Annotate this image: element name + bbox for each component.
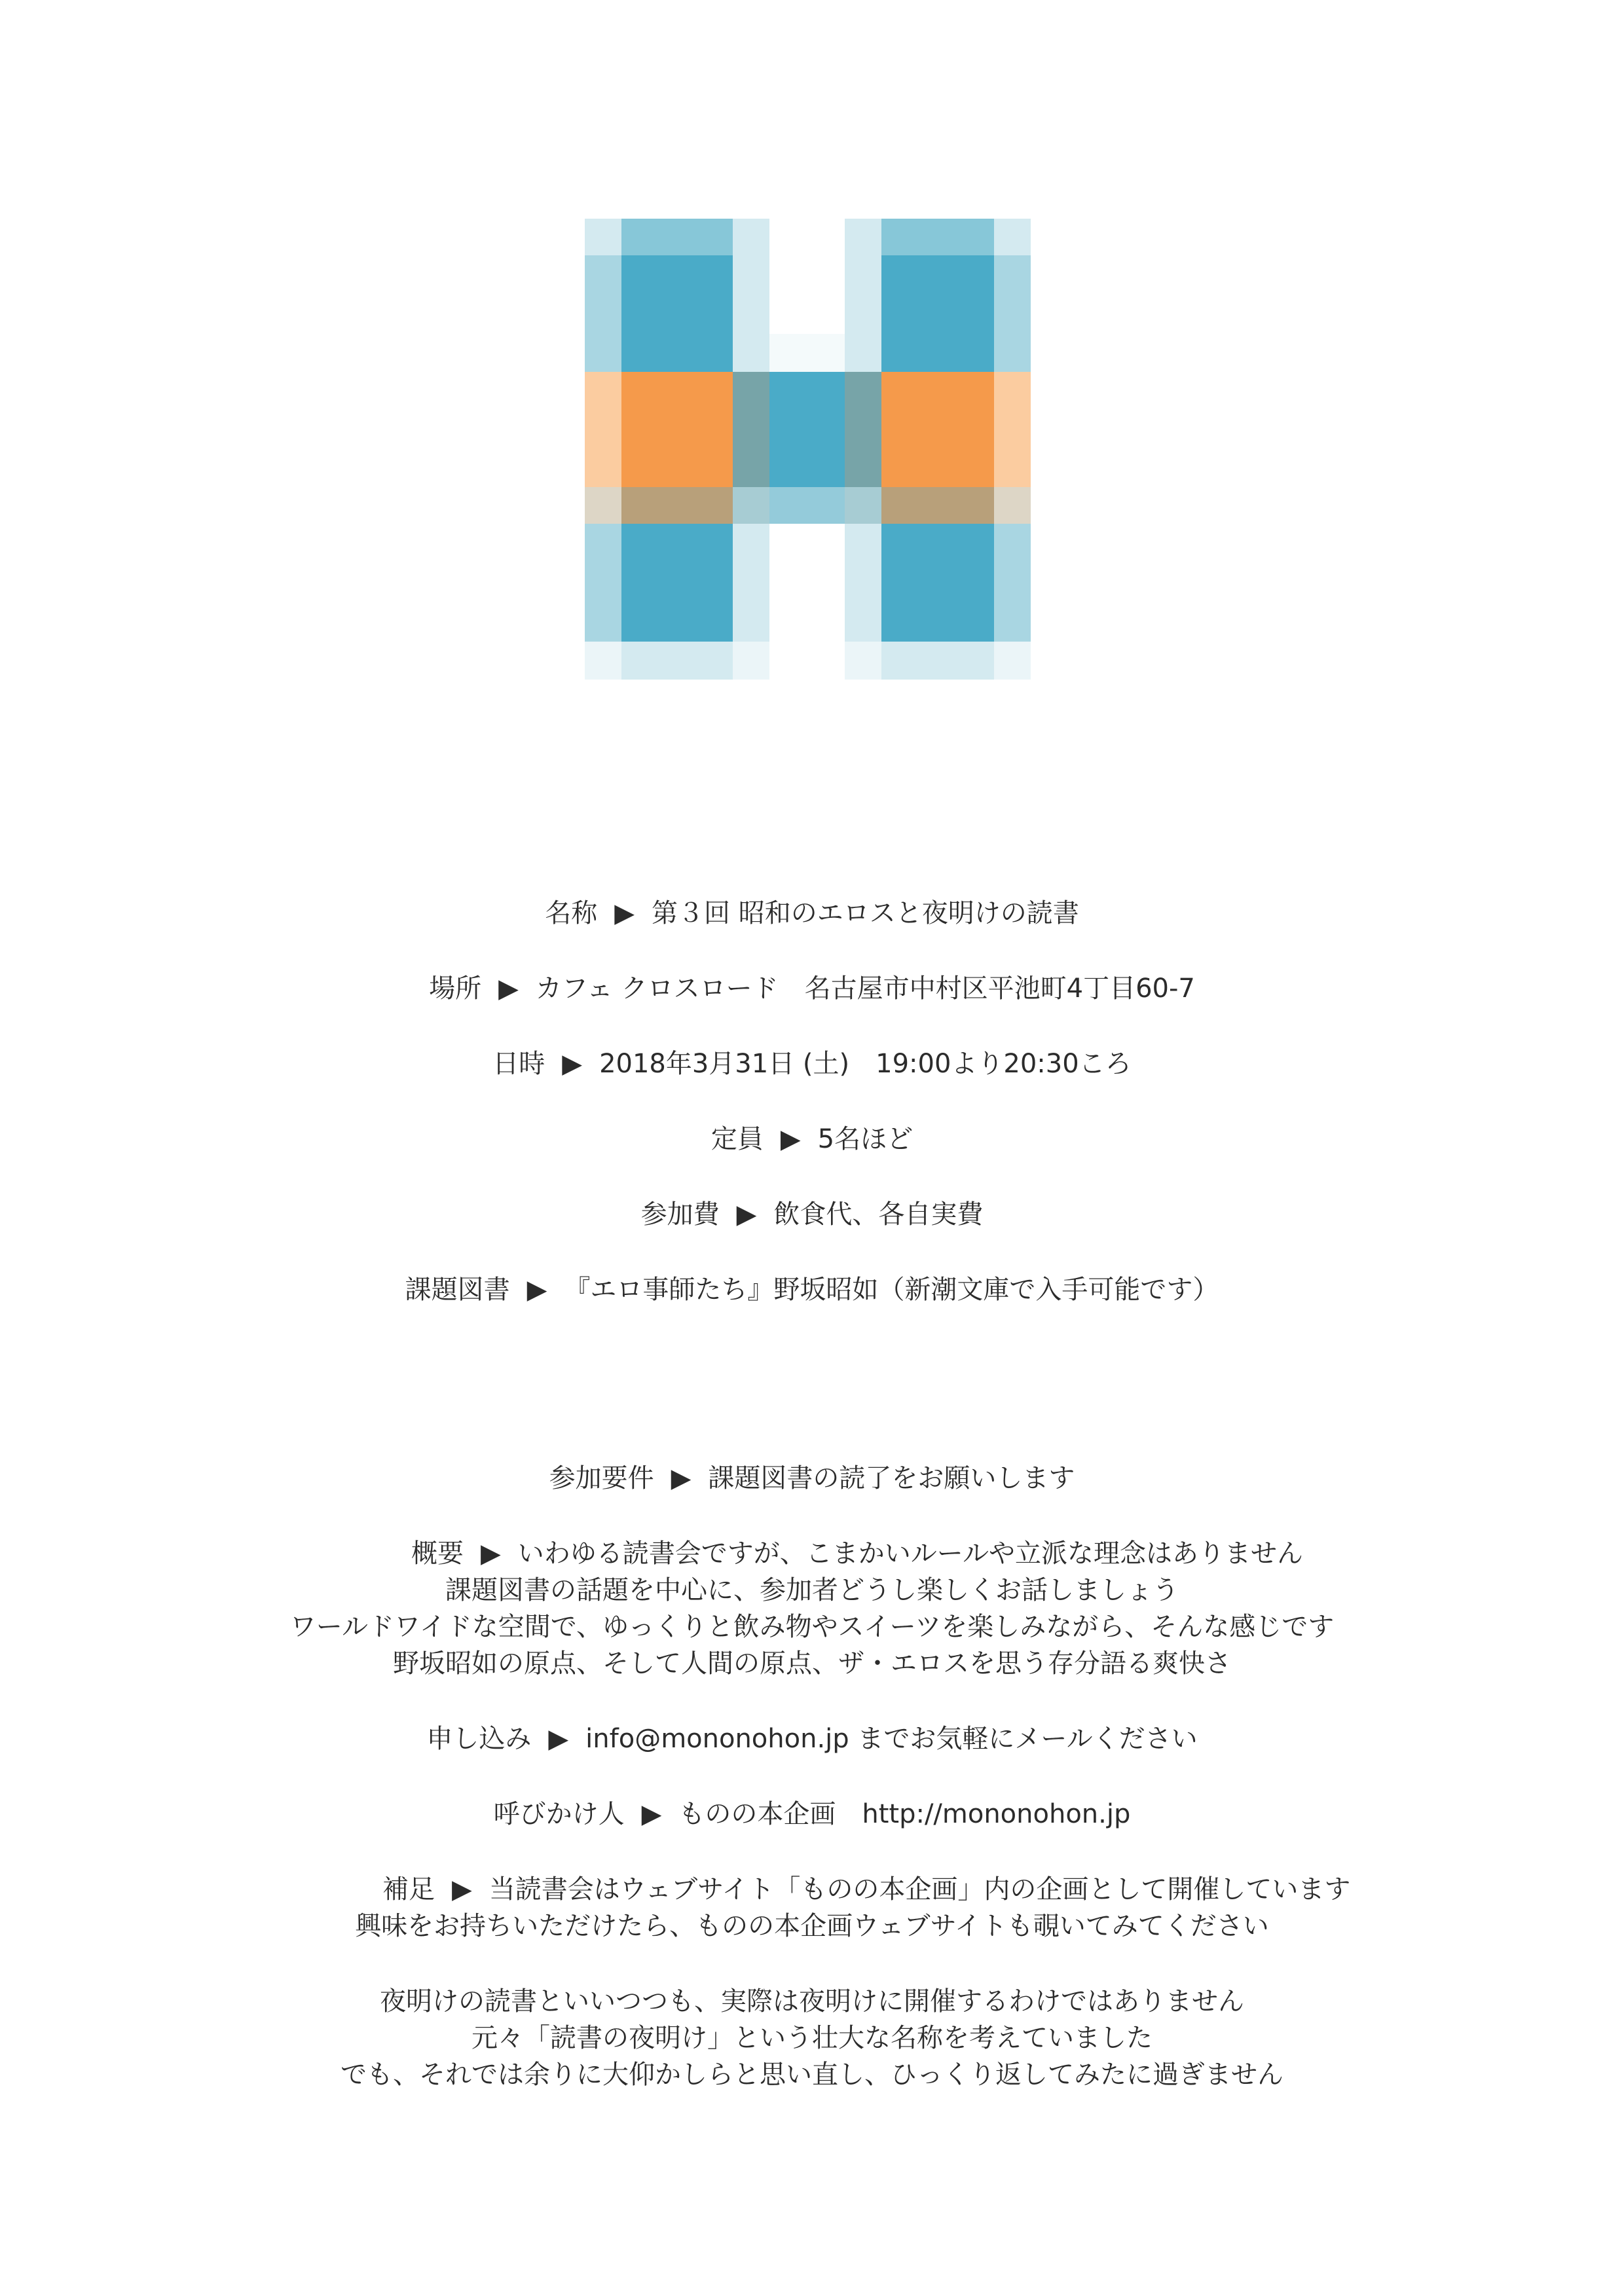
arrow-icon: ▶ xyxy=(481,1539,501,1569)
event-book-row xyxy=(0,1274,1624,1305)
event-place-row xyxy=(0,973,1624,1004)
event-name-value: 第３回 昭和のエロスと夜明けの読書 xyxy=(652,898,1079,928)
arrow-icon: ▶ xyxy=(641,1799,662,1829)
note2-line-2: 元々「読書の夜明け」という壮大な名称を考えていました xyxy=(471,2023,1153,2053)
requirement-label: 参加要件 xyxy=(549,1463,654,1493)
arrow-icon: ▶ xyxy=(736,1199,757,1230)
overview-row xyxy=(411,1538,1303,1569)
overview-line-4: 野坂昭如の原点、そして人間の原点、ザ・エロスを思う存分語る爽快さ xyxy=(393,1649,1231,1679)
event-book-label: 課題図書 xyxy=(405,1275,510,1305)
event-name-row xyxy=(0,898,1624,929)
organizer-row xyxy=(0,1798,1624,1830)
event-fee-label: 参加費 xyxy=(640,1199,720,1230)
arrow-icon: ▶ xyxy=(498,974,519,1004)
overview-line-2: 課題図書の話題を中心に、参加者どうし楽しくお話しましょう xyxy=(445,1575,1179,1605)
apply-value[interactable]: info@mononohon.jp までお気軽にメールください xyxy=(585,1724,1198,1754)
overview-label: 概要 xyxy=(411,1539,464,1569)
event-datetime-label: 日時 xyxy=(492,1049,545,1079)
event-capacity-value: 5名ほど xyxy=(817,1124,913,1154)
note-row xyxy=(382,1874,1350,1905)
event-datetime-value: 2018年3月31日 (土) 19:00より20:30ころ xyxy=(599,1049,1132,1079)
note2-line-3: でも、それでは余りに大仰かしらと思い直し、ひっくり返してみたに過ぎません xyxy=(341,2060,1283,2090)
note2-line-1: 夜明けの読書といいつつも、実際は夜明けに開催するわけではありません xyxy=(380,1986,1244,2016)
arrow-icon: ▶ xyxy=(452,1874,472,1904)
requirement-value: 課題図書の読了をお願いします xyxy=(708,1463,1075,1493)
event-book-value: 『エロ事師たち』野坂昭如（新潮文庫で入手可能です） xyxy=(564,1275,1219,1305)
arrow-icon: ▶ xyxy=(526,1275,547,1305)
apply-row xyxy=(0,1723,1624,1755)
h-logo xyxy=(0,0,1624,720)
overview-line-1: いわゆる読書会ですが、こまかいルールや立派な理念はありません xyxy=(517,1539,1303,1569)
requirement-row xyxy=(0,1463,1624,1494)
event-name-label: 名称 xyxy=(545,898,598,928)
organizer-label: 呼びかけ人 xyxy=(493,1799,625,1829)
event-fee-value: 飲食代、各自実費 xyxy=(773,1199,984,1230)
note-label: 補足 xyxy=(382,1874,435,1904)
arrow-icon: ▶ xyxy=(780,1124,801,1154)
arrow-icon: ▶ xyxy=(671,1463,692,1493)
organizer-value[interactable]: ものの本企画 http://mononohon.jp xyxy=(678,1799,1131,1829)
event-place-value: カフェ クロスロード 名古屋市中村区平池町4丁目60-7 xyxy=(535,974,1195,1004)
note-line-2: 興味をお持ちいただけたら、ものの本企画ウェブサイトも覗いてみてください xyxy=(355,1911,1269,1941)
event-capacity-label: 定員 xyxy=(710,1124,764,1154)
arrow-icon: ▶ xyxy=(614,898,635,928)
event-capacity-row xyxy=(0,1123,1624,1155)
event-fee-row xyxy=(0,1199,1624,1230)
apply-label: 申し込み xyxy=(426,1724,532,1754)
event-datetime-row xyxy=(0,1048,1624,1080)
event-place-label: 場所 xyxy=(429,974,482,1004)
note-line-1: 当読書会はウェブサイト「ものの本企画」内の企画として開催しています xyxy=(489,1874,1351,1904)
arrow-icon: ▶ xyxy=(548,1724,569,1754)
arrow-icon: ▶ xyxy=(562,1049,583,1079)
overview-line-3: ワールドワイドな空間で、ゆっくりと飲み物やスイーツを楽しみながら、そんな感じです xyxy=(289,1612,1335,1642)
